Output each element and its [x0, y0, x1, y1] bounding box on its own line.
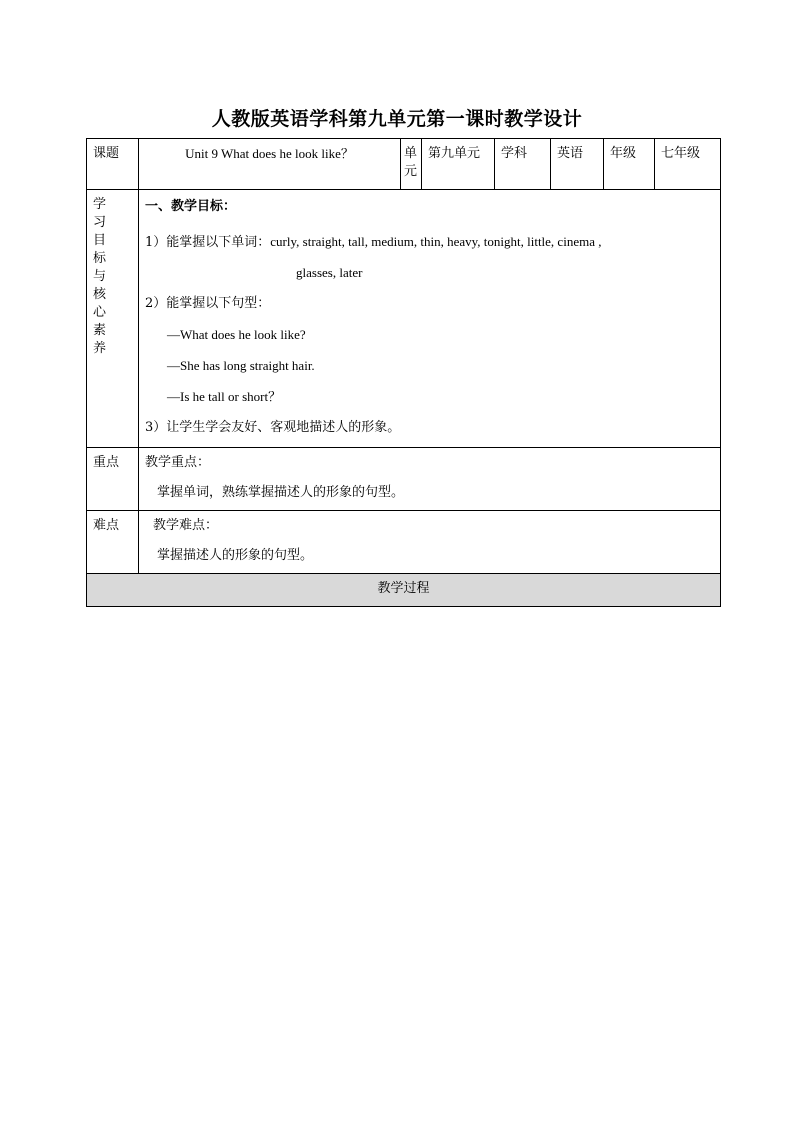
page-title: 人教版英语学科第九单元第一课时教学设计 — [211, 108, 583, 130]
objective-item-3: 3）让学生学会友好、客观地描述人的形象。 — [145, 420, 401, 435]
objective-item-1 — [145, 226, 714, 257]
objective-item-1-words: curly, straight, tall, medium, thin, heavy, tonight, little, cinema , — [270, 234, 602, 249]
difficult-points-heading: 教学难点： — [153, 518, 219, 533]
difficult-points-label: 难点 — [87, 511, 139, 574]
subject-label: 学科 — [495, 139, 551, 190]
objectives-label: 学习目标与核心素养 — [87, 190, 139, 448]
unit-value: 第九单元 — [422, 139, 495, 190]
objective-item-2: 2）能掌握以下句型： — [145, 296, 271, 311]
difficult-points-content — [139, 511, 721, 574]
grade-label: 年级 — [604, 139, 655, 190]
objective-item-1-words-cont: glasses, later — [296, 265, 363, 280]
key-points-content — [139, 448, 721, 511]
grade-value: 七年级 — [655, 139, 721, 190]
lesson-plan-table — [86, 138, 721, 607]
header-row — [87, 139, 721, 190]
objectives-row — [87, 190, 721, 448]
difficult-points-body: 掌握描述人的形象的句型。 — [157, 548, 314, 563]
objective-item-1-prefix: 1）能掌握以下单词： — [145, 235, 271, 250]
key-points-body: 掌握单词，熟练掌握描述人的形象的句型。 — [157, 485, 405, 500]
key-points-row — [87, 448, 721, 511]
objectives-content — [139, 190, 721, 448]
unit-label: 单元 — [401, 139, 422, 190]
topic-label: 课题 — [87, 139, 139, 190]
dialog-line-1: —What does he look like? — [167, 327, 306, 342]
dialog-line-3: —Is he tall or short？ — [167, 389, 282, 404]
difficult-points-row — [87, 511, 721, 574]
dialog-line-2: —She has long straight hair. — [167, 358, 315, 373]
key-points-label: 重点 — [87, 448, 139, 511]
subject-value: 英语 — [551, 139, 604, 190]
process-label: 教学过程 — [87, 574, 721, 607]
objectives-heading: 一、教学目标： — [145, 199, 237, 214]
topic-value: Unit 9 What does he look like？ — [139, 139, 401, 190]
key-points-heading: 教学重点： — [145, 455, 211, 470]
process-row — [87, 574, 721, 607]
